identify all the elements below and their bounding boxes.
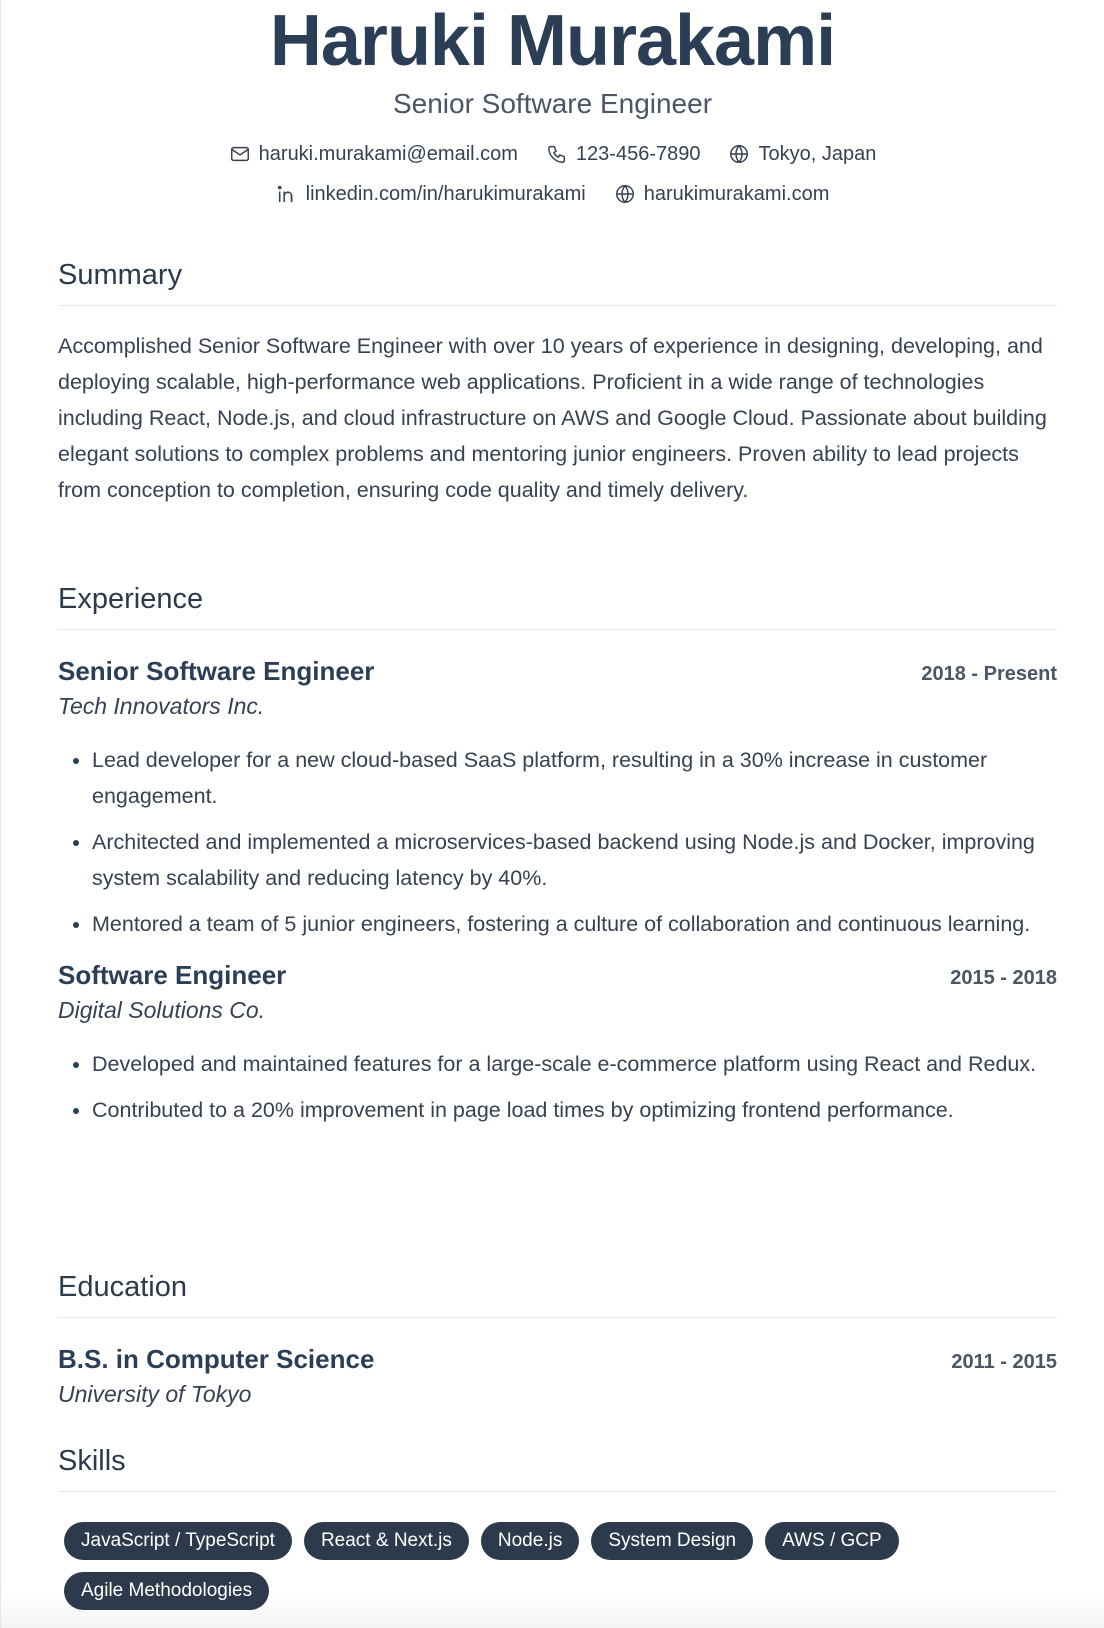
summary-section <box>58 255 1057 508</box>
skill-chip: Node.js <box>481 1522 579 1560</box>
education-heading: Education <box>58 1271 187 1303</box>
experience-heading: Experience <box>58 583 204 615</box>
contact-website[interactable] <box>614 180 830 208</box>
skill-chip: JavaScript / TypeScript <box>64 1522 292 1560</box>
candidate-name: Haruki Murakami <box>269 1 836 81</box>
divider <box>58 1491 1057 1492</box>
skill-chip: Agile Methodologies <box>64 1572 269 1610</box>
job-entry <box>58 656 1057 942</box>
skill-chip: React & Next.js <box>304 1522 469 1560</box>
contact-location <box>728 140 876 168</box>
resume-header <box>1 0 1104 208</box>
job-company: Tech Innovators Inc. <box>58 693 265 719</box>
skill-chip: AWS / GCP <box>765 1522 899 1560</box>
education-entry <box>58 1344 1057 1408</box>
job-header <box>58 960 1057 991</box>
school: University of Tokyo <box>58 1381 252 1407</box>
job-bullet: • Mentored a team of 5 junior engineers, fostering a culture of collaboration and continuous learning. <box>92 906 1057 942</box>
education-dates: 2011 - 2015 <box>951 1351 1057 1373</box>
contact-linkedin[interactable] <box>276 180 586 208</box>
mail-icon <box>229 143 251 165</box>
job-dates: 2018 - Present <box>921 663 1057 685</box>
summary-heading: Summary <box>58 259 183 291</box>
contact-row-secondary <box>1 180 1104 208</box>
linkedin-text: linkedin.com/in/harukimurakami <box>305 183 586 205</box>
job-bullet: • Contributed to a 20% improvement in page load times by optimizing frontend performance. <box>92 1092 1057 1128</box>
job-company: Digital Solutions Co. <box>58 997 266 1023</box>
job-bullets <box>58 1046 1057 1128</box>
contact-email[interactable] <box>229 140 518 168</box>
education-header <box>58 1344 1057 1375</box>
linkedin-icon <box>276 183 298 205</box>
candidate-title: Senior Software Engineer <box>392 88 713 119</box>
location-text: Tokyo, Japan <box>758 143 877 165</box>
job-bullet: • Developed and maintained features for a large-scale e-commerce platform using React and Redux. <box>92 1046 1057 1082</box>
divider <box>58 629 1057 630</box>
skill-chip: System Design <box>591 1522 753 1560</box>
globe-icon <box>614 183 636 205</box>
skills-heading: Skills <box>58 1445 126 1477</box>
email-text: haruki.murakami@email.com <box>258 143 518 165</box>
education-section <box>58 1267 1057 1408</box>
phone-text: 123-456-7890 <box>575 143 701 165</box>
job-title: Senior Software Engineer <box>58 656 375 686</box>
job-header <box>58 656 1057 687</box>
job-dates: 2015 - 2018 <box>950 967 1057 989</box>
contact-row-primary <box>1 140 1104 168</box>
contact-phone[interactable] <box>546 140 701 168</box>
job-title: Software Engineer <box>58 960 287 990</box>
job-bullets <box>58 742 1057 942</box>
summary-text: Accomplished Senior Software Engineer with over 10 years of experience in designing, developing, and deploying scalable, high-performance web applications. Proficient in a wide range of technologies including React, Node.js, and cloud infrastructure on AWS and Google Cloud. Passionate about building elegant solutions to complex problems and mentoring junior engineers. Proven ability to lead projects from conception to completion, ensuring code quality and timely delivery. <box>58 334 1047 502</box>
website-text: harukimurakami.com <box>643 183 830 205</box>
degree: B.S. in Computer Science <box>58 1344 375 1374</box>
divider <box>58 1317 1057 1318</box>
experience-section <box>58 579 1057 1138</box>
divider <box>58 305 1057 306</box>
phone-icon <box>546 143 568 165</box>
skills-section <box>58 1441 1057 1610</box>
globe-icon <box>728 143 750 165</box>
job-bullet: • Lead developer for a new cloud-based SaaS platform, resulting in a 30% increase in customer engagement. <box>92 742 1057 814</box>
skills-list <box>58 1522 924 1610</box>
job-bullet: • Architected and implemented a microservices-based backend using Node.js and Docker, improving system scalability and reducing latency by 40%. <box>92 824 1057 896</box>
job-entry <box>58 960 1057 1128</box>
